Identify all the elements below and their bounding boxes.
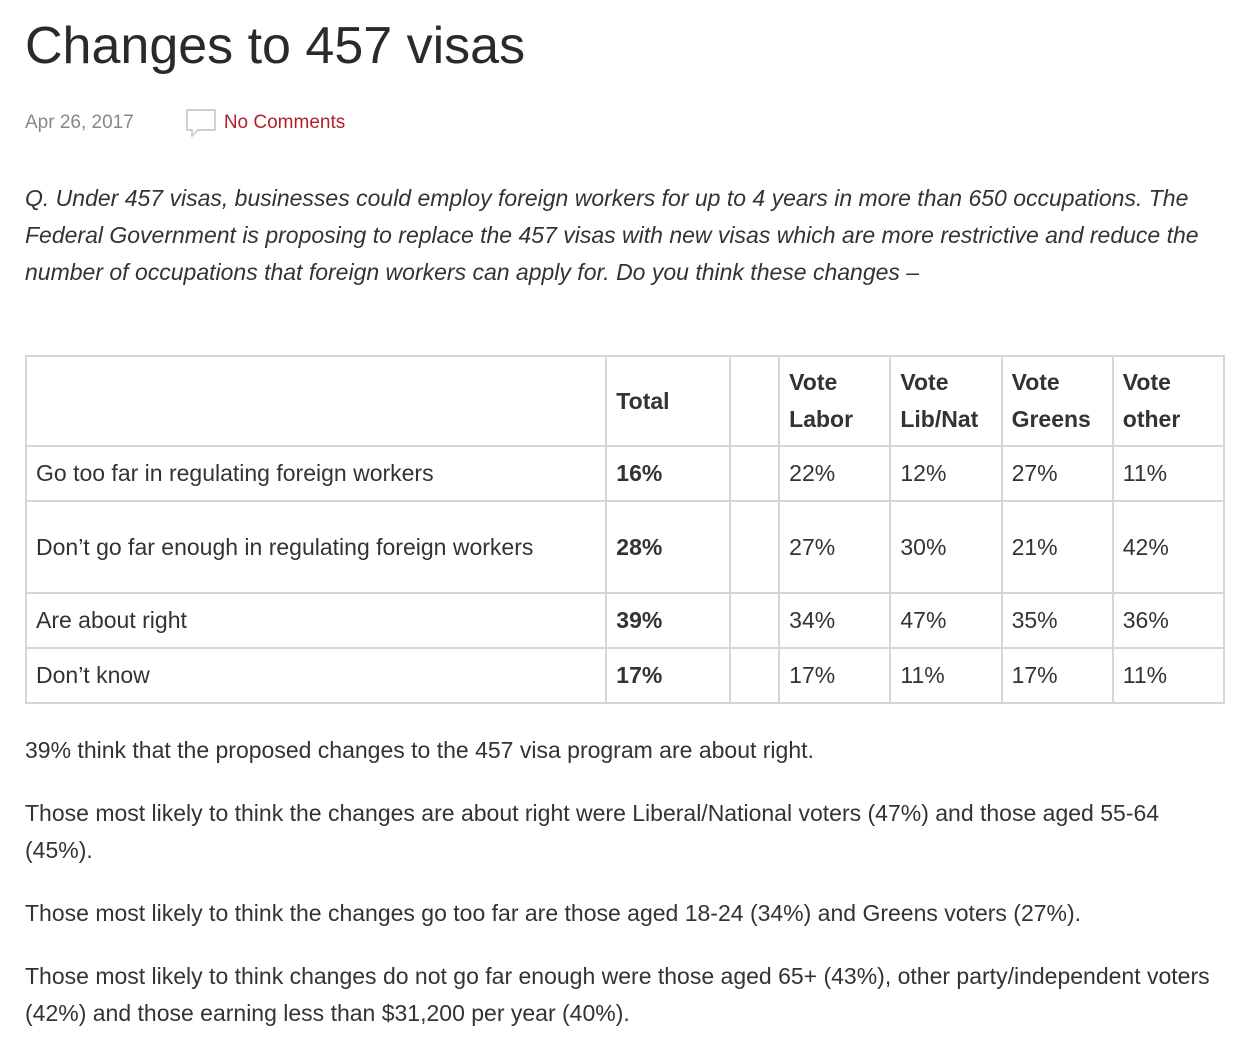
header-label [26,356,606,446]
too-far-paragraph: Those most likely to think the changes go too far are those aged 18-24 (34%) and Greens voters (27%). [25,900,1082,926]
post-date: Apr 26, 2017 [25,112,134,133]
header-vote-libnat [890,356,1001,446]
cell-other: 11% [1113,446,1224,501]
header-vote-labor [779,356,890,446]
post-meta [25,106,345,140]
cell-total: 16% [606,446,729,501]
row-label: Are about right [26,593,606,648]
libnat-paragraph: Those most likely to think the changes are about right were Liberal/National voters (47%) and those aged 55-64 (45%). [25,800,1160,863]
header-vote-greens [1002,356,1113,446]
speech-bubble-icon[interactable] [184,106,218,140]
results-table [25,355,1225,704]
cell-total: 39% [606,593,729,648]
header-blank [730,356,780,446]
header-vote-other-line2: other [1122,406,1181,432]
survey-question: Q. Under 457 visas, businesses could employ foreign workers for up to 4 years in more than 650 occupations. The Federal Government is proposing to replace the 457 visas with new visas which are more restrictive and reduce the number of occupations that foreign workers can apply for. Do you think these changes – [25,185,1199,285]
row-label: Go too far in regulating foreign workers [26,446,606,501]
cell-other: 36% [1113,593,1224,648]
header-vote-labor-line1: Vote [789,369,838,395]
cell-greens: 27% [1002,446,1113,501]
cell-libnat: 11% [890,648,1001,703]
table-row [26,501,1224,593]
cell-blank [730,648,780,703]
cell-greens: 21% [1002,501,1113,593]
header-vote-libnat-line1: Vote [900,369,949,395]
table-row [26,593,1224,648]
header-total: Total [606,356,729,446]
header-vote-greens-line2: Greens [1011,406,1091,432]
header-vote-greens-line1: Vote [1011,369,1060,395]
header-vote-libnat-line2: Lib/Nat [900,406,979,432]
summary-paragraph: 39% think that the proposed changes to the 457 visa program are about right. [25,737,814,763]
table-row [26,648,1224,703]
cell-labor: 17% [779,648,890,703]
cell-total: 17% [606,648,729,703]
cell-total: 28% [606,501,729,593]
cell-labor: 22% [779,446,890,501]
post-title: Changes to 457 visas [25,17,526,75]
row-label: Don’t know [26,648,606,703]
cell-other: 42% [1113,501,1224,593]
cell-libnat: 30% [890,501,1001,593]
cell-blank [730,593,780,648]
header-vote-other [1113,356,1224,446]
row-label: Don’t go far enough in regulating foreign workers [26,501,606,593]
cell-greens: 35% [1002,593,1113,648]
cell-other: 11% [1113,648,1224,703]
cell-blank [730,446,780,501]
cell-libnat: 12% [890,446,1001,501]
cell-blank [730,501,780,593]
comments-link[interactable]: No Comments [223,112,346,133]
table-row [26,446,1224,501]
table-header-row [26,356,1224,446]
cell-libnat: 47% [890,593,1001,648]
cell-labor: 34% [779,593,890,648]
cell-greens: 17% [1002,648,1113,703]
header-vote-labor-line2: Labor [789,406,854,432]
not-far-enough-paragraph: Those most likely to think changes do not go far enough were those aged 65+ (43%), other party/independent voters (42%) and those earning less than $31,200 per year (40%). [25,963,1210,1026]
cell-labor: 27% [779,501,890,593]
header-vote-other-line1: Vote [1122,369,1171,395]
